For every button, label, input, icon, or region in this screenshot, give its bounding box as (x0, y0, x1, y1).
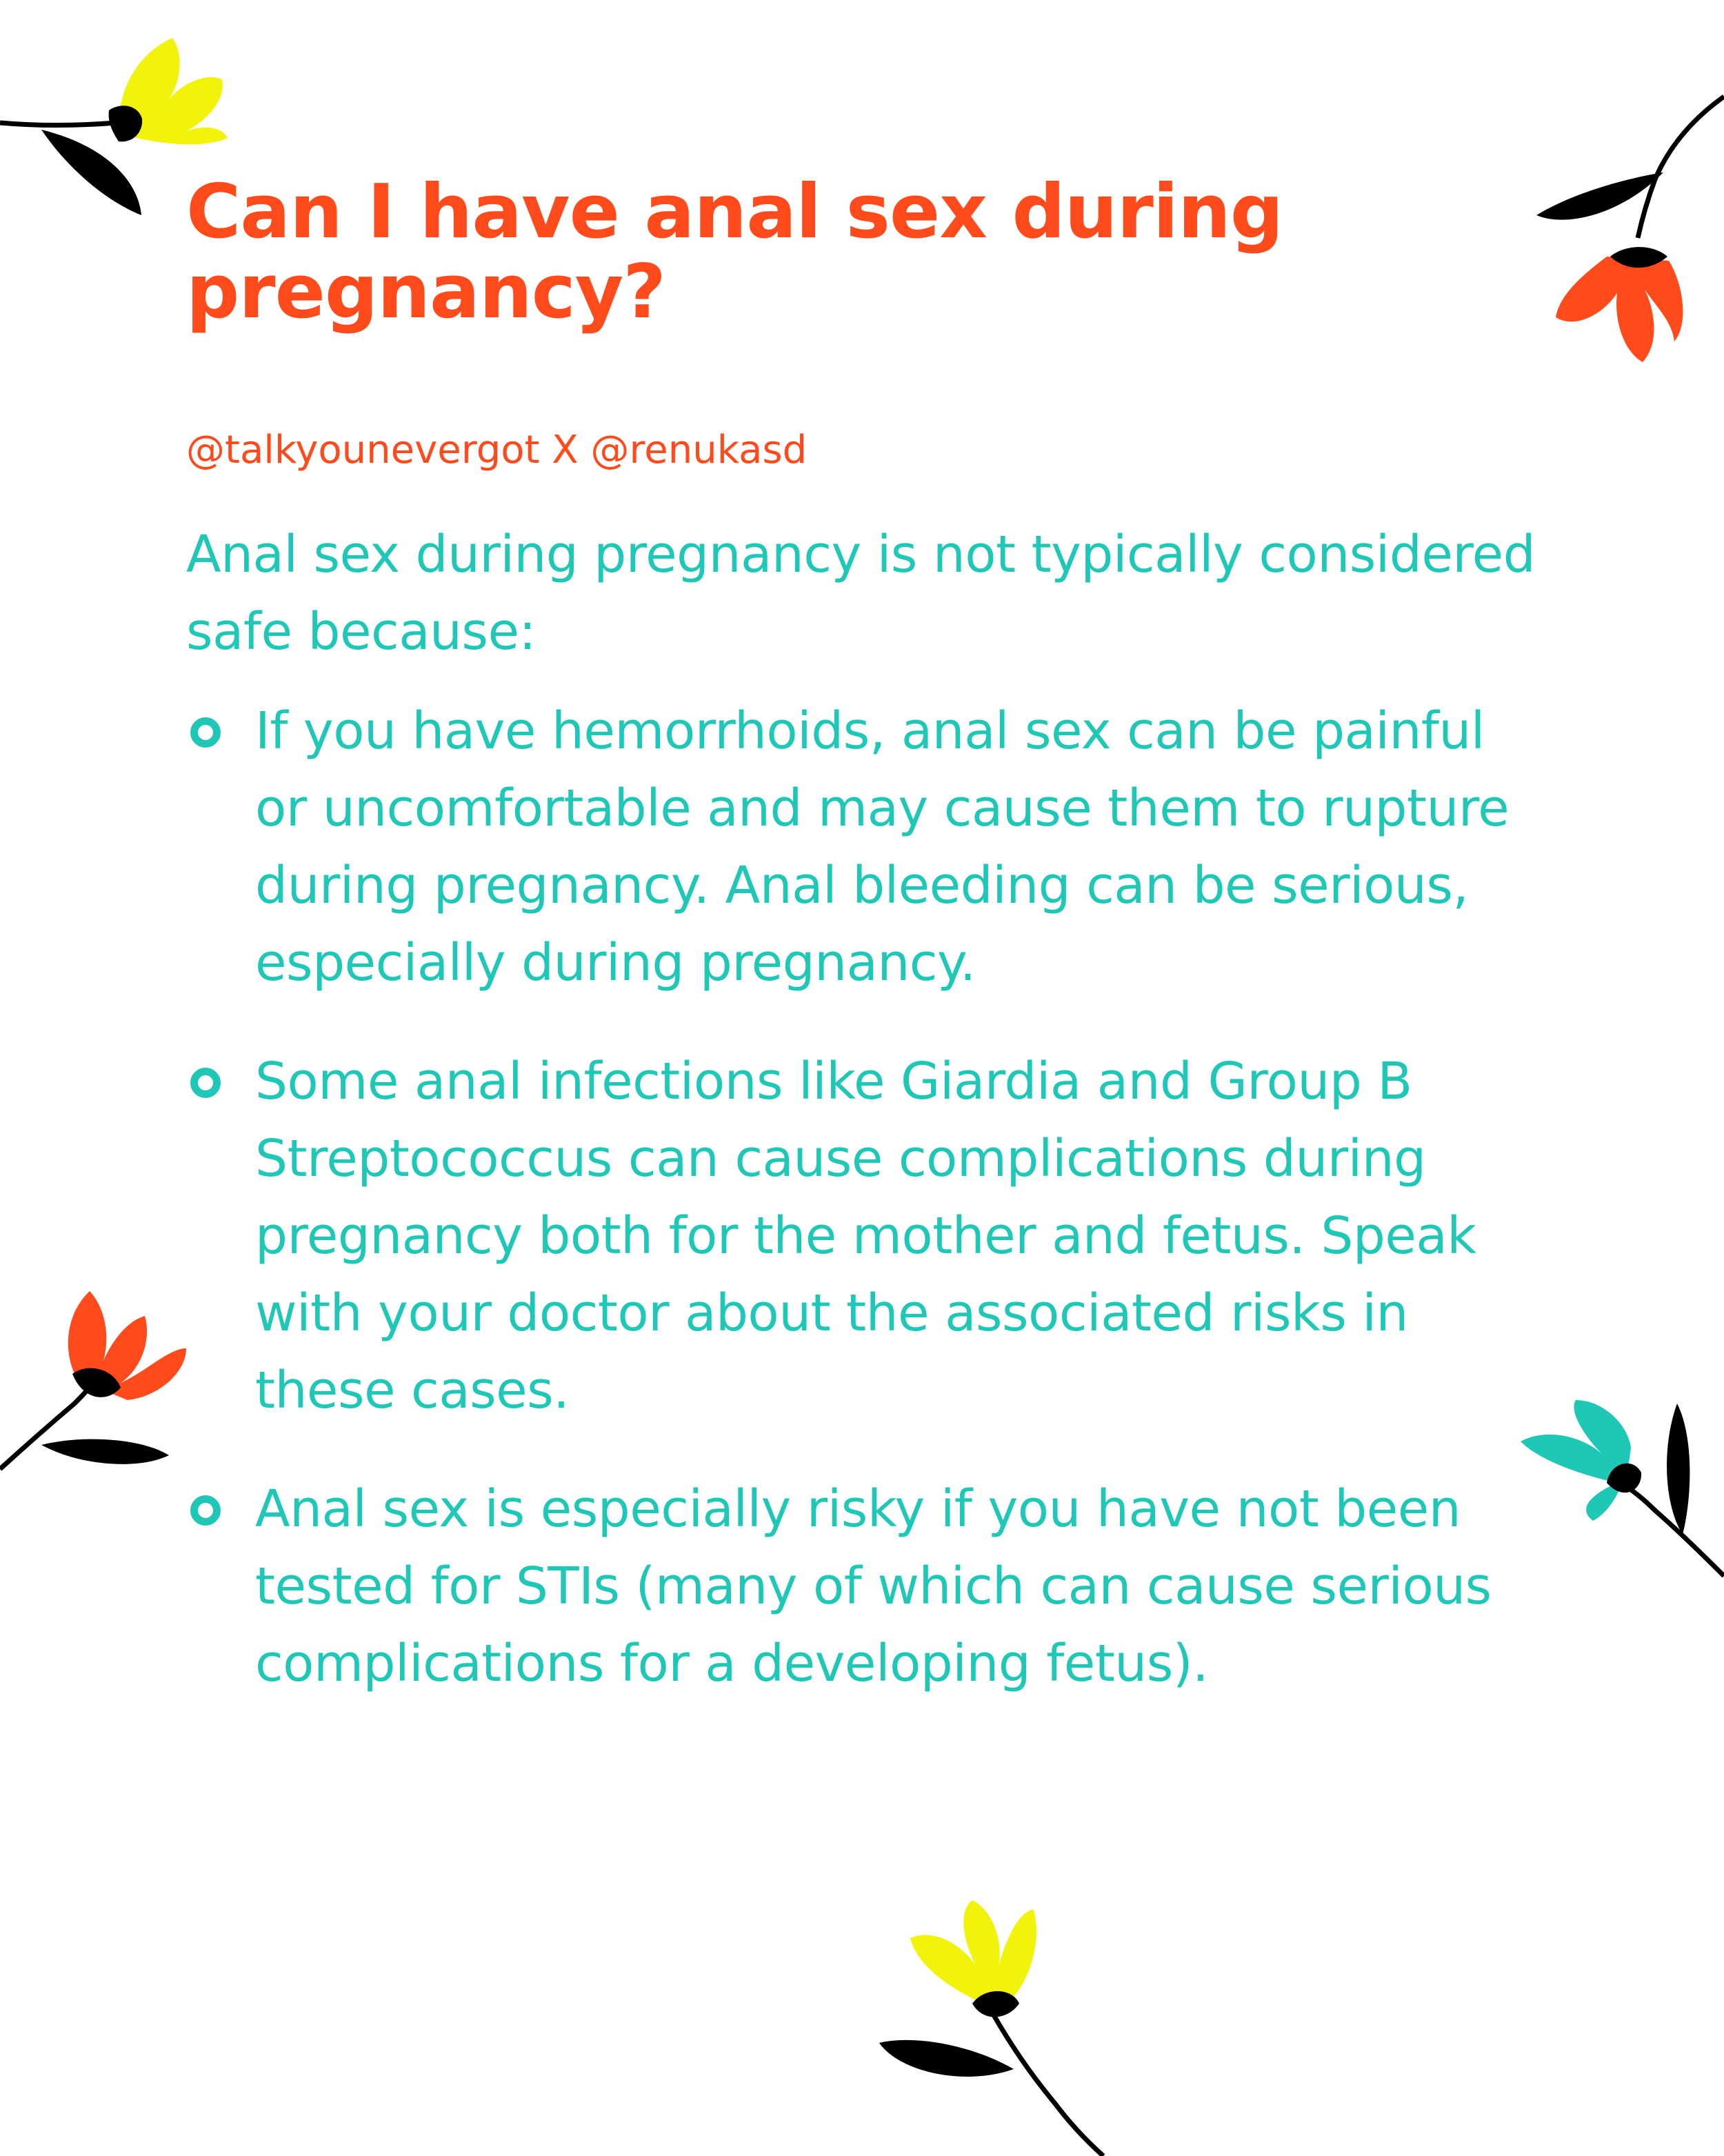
flower-orange-icon (1536, 97, 1724, 362)
flower-yellow-icon (879, 1900, 1103, 2156)
flower-orange-icon (0, 1291, 186, 1469)
author-handles: @talkyounevergot X @renukasd (186, 428, 808, 472)
bullet-ring-icon (190, 1068, 221, 1098)
page-title: Can I have anal sex during pregnancy? (186, 169, 1283, 335)
list-item (186, 692, 1552, 1001)
reasons-list (186, 692, 1552, 1744)
list-item-text: Anal sex is especially risky if you have not been tested for STIs (many of which can cause serious complications for a developing fetus). (255, 1479, 1492, 1693)
list-item-text: If you have hemorrhoids, anal sex can be painful or uncomfortable and may cause them to rupture during pregnancy. Anal bleeding can be serious, especially during pregnancy. (255, 701, 1510, 992)
list-item-text: Some anal infections like Giardia and Group B Streptococcus can cause complications during pregnancy both for the mother and fetus. Speak with your doctor about the associated risks in these cases. (255, 1052, 1476, 1420)
bullet-ring-icon (190, 1495, 221, 1526)
intro-text: Anal sex during pregnancy is not typically considered safe because: (186, 525, 1536, 661)
bullet-ring-icon (190, 717, 221, 748)
list-item (186, 1470, 1552, 1702)
list-item (186, 1043, 1552, 1429)
